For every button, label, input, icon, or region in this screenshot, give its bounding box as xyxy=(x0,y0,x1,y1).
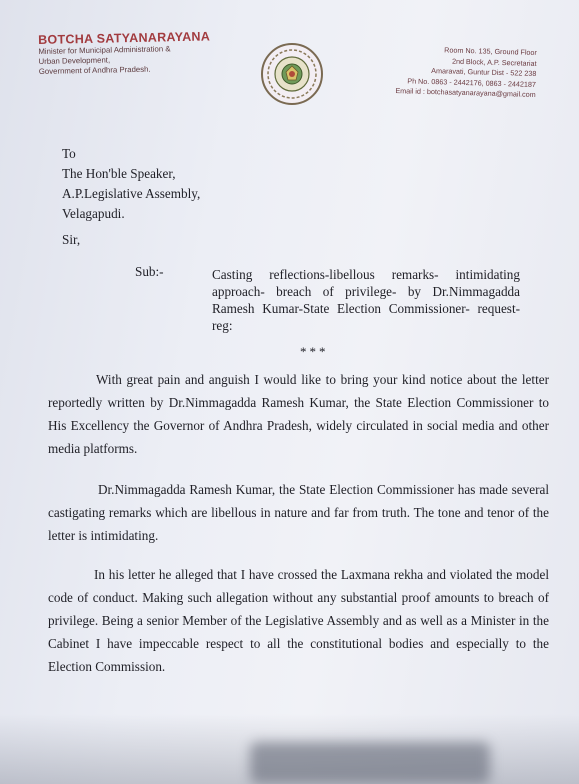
email-line: Email id : botchasatyanarayana@gmail.com xyxy=(395,86,536,99)
address-line-2: 2nd Block, A.P. Secretariat xyxy=(451,56,537,68)
phone-line: Ph No. 0863 - 2442176, 0863 - 2442187 xyxy=(407,75,537,89)
recipient-line-2: A.P.Legislative Assembly, xyxy=(62,186,201,201)
address-line-3: Amaravati, Guntur Dist - 522 238 xyxy=(431,66,537,78)
recipient-line-1: The Hon'ble Speaker, xyxy=(62,166,176,181)
separator: *** xyxy=(300,344,329,359)
minister-name: BOTCHA SATYANARAYANA xyxy=(38,29,211,47)
minister-title-line-3: Government of Andhra Pradesh. xyxy=(38,64,151,76)
minister-title-line-1: Minister for Municipal Administration & xyxy=(38,44,171,56)
blurred-region xyxy=(250,742,490,784)
address-line-1: Room No. 135, Ground Floor xyxy=(444,45,537,57)
paragraph-2: Dr.Nimmagadda Ramesh Kumar, the State Election Commissioner has made several castigating remarks which are libellous in nature and far from truth. The tone and tenor of the letter is intimidating. xyxy=(48,482,549,543)
subject-text: Casting reflections-libellous remarks- intimidating approach- breach of privilege- by Dr.Nimmagadda Ramesh Kumar-State Election Commissioner- request- reg: xyxy=(212,267,520,333)
minister-title-line-2: Urban Development, xyxy=(38,55,111,66)
subject-label: Sub:- xyxy=(135,264,164,279)
salutation: Sir, xyxy=(62,232,81,247)
paragraph-1: With great pain and anguish I would like to bring your kind notice about the letter reportedly written by Dr.Nimmagadda Ramesh Kumar, the State Election Commissioner to His Excellency the Governor of Andhra Pradesh, widely circulated in social media and other media platforms. xyxy=(48,372,549,456)
recipient-to: To xyxy=(62,146,76,161)
paragraph-3: In his letter he alleged that I have crossed the Laxmana rekha and violated the model code of conduct. Making such allegation without any substantial proof amounts to breach of privilege. Being a senior Member of the Legislative Assembly and as well as a Minister in the Cabinet I have impeccable respect to all the constitutional bodies and especially to the Election Commission. xyxy=(48,567,549,674)
recipient-line-3: Velagapudi. xyxy=(62,206,125,221)
